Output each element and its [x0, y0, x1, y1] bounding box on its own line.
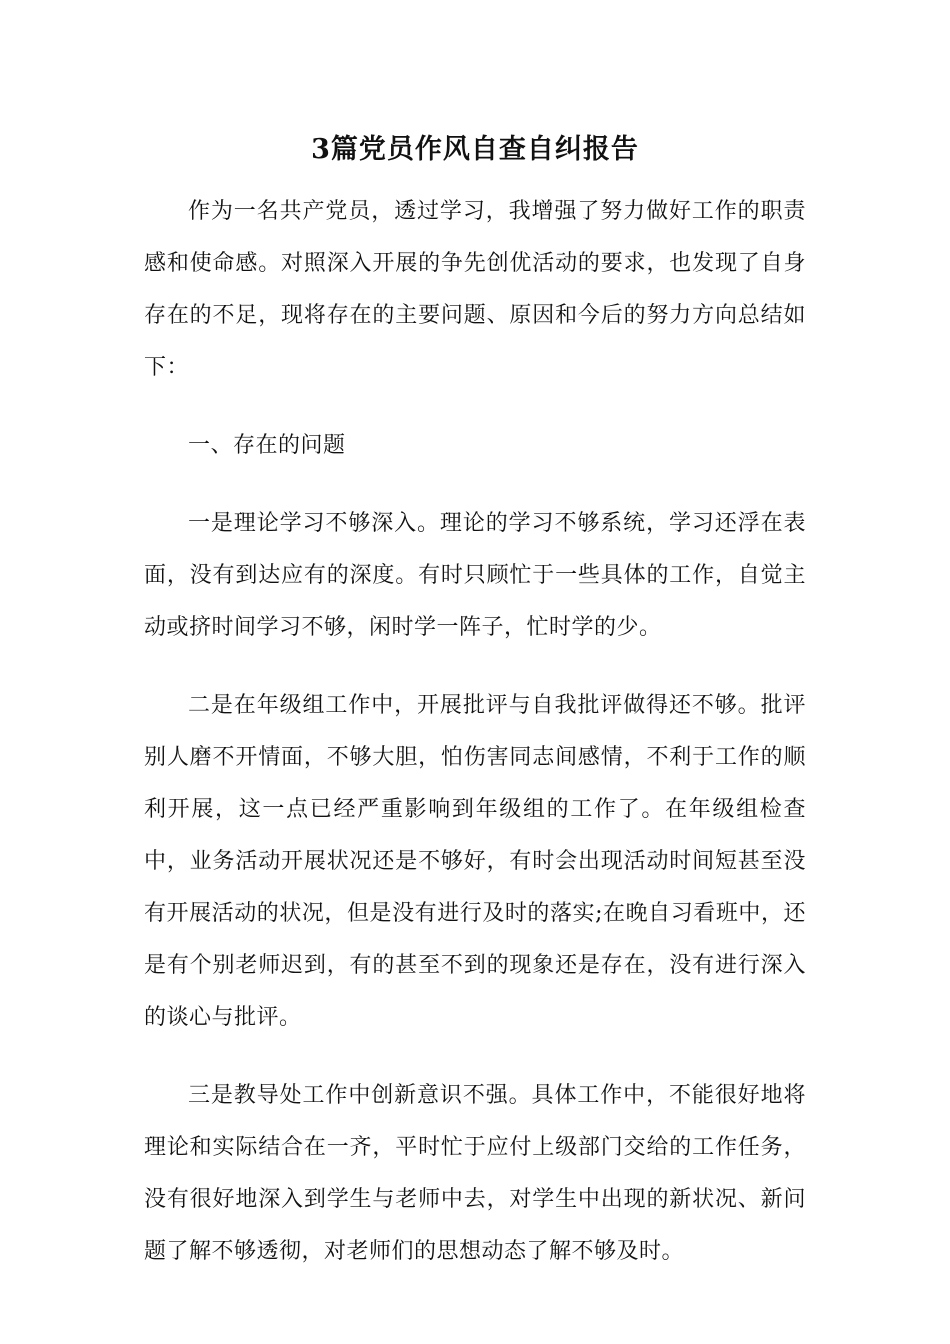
document-title: 3篇党员作风自查自纠报告	[311, 134, 639, 165]
problem-paragraph-2: 二是在年级组工作中，开展批评与自我批评做得还不够。批评别人磨不开情面，不够大胆，怕伤害同志间感情，不利于工作的顺利开展，这一点已经严重影响到年级组的工作了。在年级组检查中，业务活动开展状况还是不够好，有时会出现活动时间短甚至没有开展活动的状况，但是没有进行及时的落实;在晚自习看班中，还是有个别老师迟到，有的甚至不到的现象还是存在，没有进行深入的谈心与批评。	[144, 693, 806, 1030]
problem-paragraph-3: 三是教导处工作中创新意识不强。具体工作中，不能很好地将理论和实际结合在一齐，平时忙于应付上级部门交给的工作任务，没有很好地深入到学生与老师中去，对学生中出现的新状况、新问题了解不够透彻，对老师们的思想动态了解不够及时。	[144, 1083, 806, 1264]
section-heading: 一、存在的问题	[188, 433, 346, 458]
intro-paragraph: 作为一名共产党员，透过学习，我增强了努力做好工作的职责感和使命感。对照深入开展的争先创优活动的要求，也发现了自身存在的不足，现将存在的主要问题、原因和今后的努力方向总结如下：	[144, 199, 806, 380]
problem-paragraph-1: 一是理论学习不够深入。理论的学习不够系统，学习还浮在表面，没有到达应有的深度。有时只顾忙于一些具体的工作，自觉主动或挤时间学习不够，闲时学一阵子，忙时学的少。	[144, 511, 806, 640]
document-body	[144, 186, 806, 1304]
